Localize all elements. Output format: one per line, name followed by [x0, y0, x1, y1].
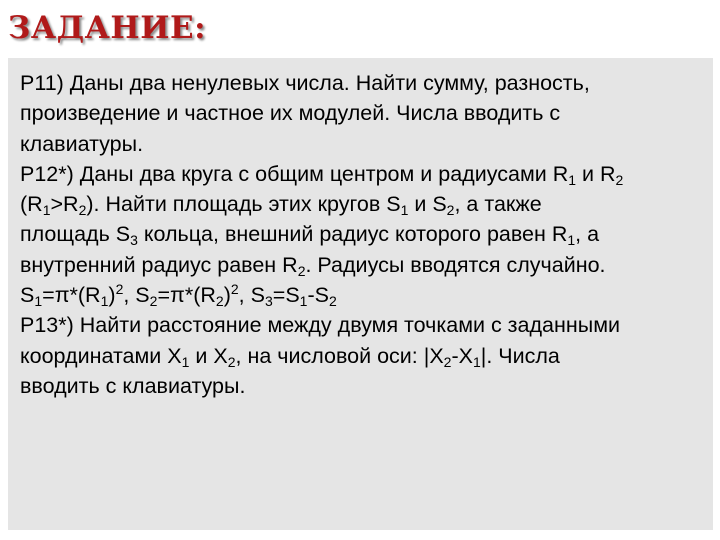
task-p12-line-1: Р12*) Даны два круга с общим центром и радиусами $R_1$ и $R_2$	[20, 161, 624, 188]
task-p12-formulas: $S_1=\pi*(R_1)^2$, $S_2=\pi*(R_2)^2$, $S_3=S_1-S_2$	[20, 281, 337, 310]
task-p11-line-1: Р11) Даны два ненулевых числа. Найти сумму, разность,	[20, 71, 590, 95]
task-p13-line-3: вводить с клавиатуры.	[20, 373, 246, 398]
task-p11-line-3: клавиатуры.	[20, 131, 144, 156]
task-p11-line-2: произведение и частное их модулей. Числа вводить с	[20, 101, 561, 126]
task-p13-line-2: координатами $X_1$ и $X_2$, на числовой оси: $|X_2-X_1|$. Числа	[20, 343, 560, 370]
task-content-box	[8, 58, 713, 530]
task-p12-line-4: внутренний радиус равен $R_2$. Радиусы вводятся случайно.	[20, 252, 606, 279]
task-text	[20, 68, 705, 401]
task-p12-line-2: $(R_1>R_2)$. Найти площадь этих кругов $S_1$ и $S_2$, а также	[20, 192, 542, 219]
task-p12-line-3: площадь $S_3$ кольца, внешний радиус которого равен $R_1$, а	[20, 222, 600, 249]
task-p13-line-1: Р13*) Найти расстояние между двумя точками с заданными	[20, 313, 620, 338]
slide-title: ЗАДАНИЕ:	[8, 10, 207, 46]
